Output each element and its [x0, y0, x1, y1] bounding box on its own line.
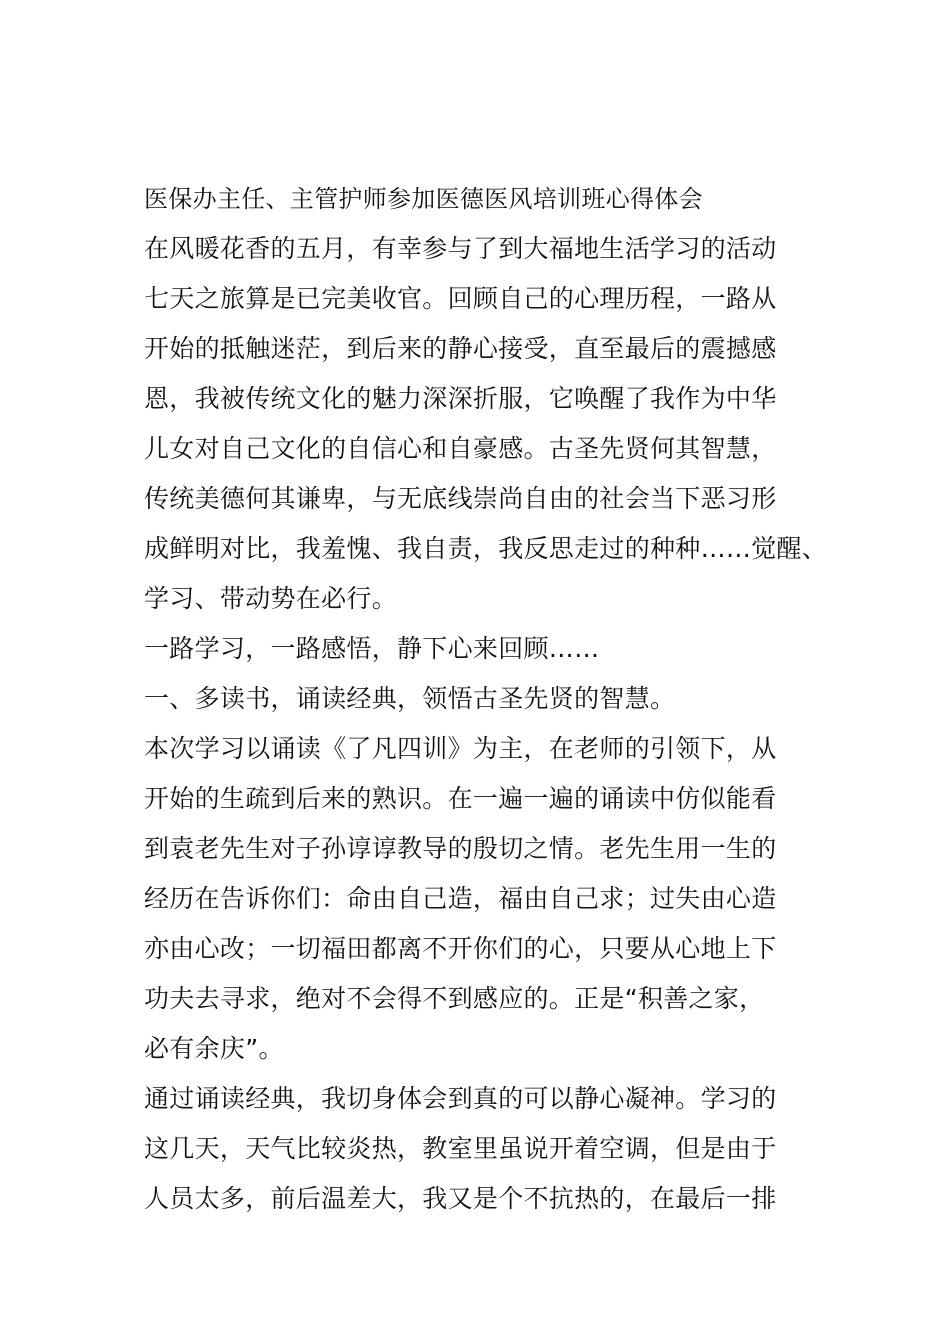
paragraph-line: 学习、带动势在必行。 [144, 584, 398, 613]
paragraph-line: 传统美德何其谦卑，与无底线崇尚自由的社会当下恶习形 [144, 484, 777, 513]
paragraph-line: 功夫去寻求，绝对不会得不到感应的。正是“积善之家， [144, 984, 765, 1013]
paragraph-line: 必有余庆”。 [144, 1034, 284, 1063]
paragraph-line: 人员太多，前后温差大，我又是个不抗热的，在最后一排 [144, 1184, 777, 1213]
paragraph-line: 这几天，天气比较炎热，教室里虽说开着空调，但是由于 [144, 1134, 777, 1163]
section-heading: 一、多读书，诵读经典，领悟古圣先贤的智慧。 [144, 684, 676, 713]
paragraph-line: 本次学习以诵读《了凡四训》为主，在老师的引领下，从 [144, 734, 777, 763]
paragraph-line: 通过诵读经典，我切身体会到真的可以静心凝神。学习的 [144, 1084, 777, 1113]
paragraph-line: 开始的抵触迷茫，到后来的静心接受，直至最后的震撼感 [144, 334, 777, 363]
paragraph-line: 开始的生疏到后来的熟识。在一遍一遍的诵读中仿似能看 [144, 784, 777, 813]
paragraph-line: 七天之旅算是已完美收官。回顾自己的心理历程，一路从 [144, 284, 777, 313]
paragraph-line: 亦由心改；一切福田都离不开你们的心，只要从心地上下 [144, 934, 777, 963]
paragraph-line: 经历在告诉你们：命由自己造，福由自己求；过失由心造 [144, 884, 777, 913]
paragraph-line: 到袁老先生对子孙谆谆教导的殷切之情。老先生用一生的 [144, 834, 777, 863]
paragraph-line: 儿女对自己文化的自信心和自豪感。古圣先贤何其智慧， [144, 434, 777, 463]
paragraph-line: 恩，我被传统文化的魅力深深折服，它唤醒了我作为中华 [144, 384, 777, 413]
paragraph-line: 成鲜明对比，我羞愧、我自责，我反思走过的种种……觉醒、 [144, 534, 828, 563]
document-title: 医保办主任、主管护师参加医德医风培训班心得体会 [144, 185, 703, 213]
paragraph-line: 在风暖花香的五月，有幸参与了到大福地生活学习的活动 [144, 234, 777, 263]
paragraph-line: 一路学习，一路感悟，静下心来回顾…… [144, 634, 600, 663]
